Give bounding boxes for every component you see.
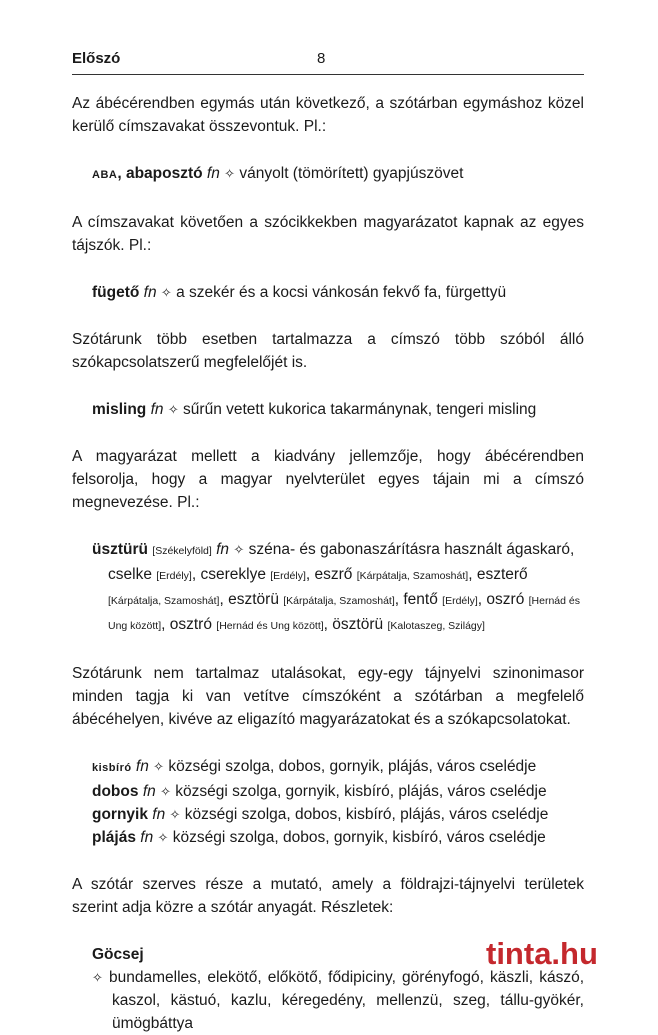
example-entry-fugeto [92,281,584,304]
headword-aba: ABA [92,169,118,181]
headword: üsztürü [92,541,148,558]
sparkle-diamond-icon: ✧ [157,830,169,845]
region-label: [Kalotaszeg, Szilágy] [387,620,485,632]
synonym-entry [92,803,584,826]
paragraph-no-references: Szótárunk nem tartalmaz utalásokat, egy-egy tájnyelvi szinonimasor minden tagja ki van vetítve címszóként a szótárban a megfelelő ábécéhelyen, kivéve az eligazító magyarázatokat és a szókapcsolatokat. [72,665,584,728]
headword: plájás [92,829,136,846]
headword: fügető [92,284,140,301]
grammar-label: fn [142,783,156,800]
headword: dobos [92,783,139,800]
variant-word: ösztörü [332,616,384,633]
synonym-entry [92,826,584,849]
sparkle-diamond-icon: ✧ [233,542,245,557]
paragraph-intro: Az ábécérendben egymás után következő, a szótárban egymáshoz közel kerülő címszavakat összevontuk. Pl.: [72,95,584,135]
page-number: 8 [317,50,326,67]
headword: kisbíró [92,762,132,774]
synonym-entry [92,780,584,803]
sparkle-diamond-icon: ✧ [169,807,181,822]
synonym-series [72,755,584,849]
section-title: Előszó [72,50,121,67]
definition: községi szolga, dobos, gornyik, kisbíró, város cselédje [168,829,546,846]
region-label: [Székelyföld] [152,545,212,557]
definition: ványolt (tömörített) gyapjúszövet [235,165,464,182]
region-label: [Erdély] [156,570,192,582]
region-label: [Hernád és Ung között] [108,595,580,632]
index-region-heading: Göcsej [92,946,144,963]
region-label: [Kárpátalja, Szamoshát] [283,595,395,607]
sparkle-diamond-icon: ✧ [153,759,165,774]
variant-word: oszró [486,591,525,608]
grammar-label: fn [152,806,166,823]
sparkle-diamond-icon: ✧ [167,402,179,417]
variant-word: osztró [169,616,212,633]
variant-word: eszterő [476,566,528,583]
region-label: [Hernád és Ung között] [216,620,324,632]
sparkle-diamond-icon: ✧ [160,285,172,300]
index-words: bundamelles, elekötő, előkötő, fődipiciny, görényfogó, käszli, kászó, kaszol, kästuó, kazlu, kéregedény, mellenzü, szeg, tállu-gyökér, ümögbáttya [109,969,584,1032]
paragraph-phrases: Szótárunk több esetben tartalmazza a címszó több szóból álló szókapcsolatszerű megfelelőjét is. [72,331,584,371]
sparkle-diamond-icon: ✧ [160,784,171,799]
definition: sűrűn vetett kukorica takarmánynak, tengeri misling [178,401,537,418]
definition: széna- és gabonaszárításra használt ágaskaró, [244,541,575,558]
grammar-label: fn [216,541,230,558]
region-label: [Erdély] [270,570,306,582]
definition: községi szolga, gornyik, kisbíró, plájás, város cselédje [170,783,547,800]
index-word-list [92,966,584,1035]
sparkle-diamond-icon: ✧ [92,970,103,985]
definition: a szekér és a kocsi vánkosán fekvő fa, fürgettyü [171,284,507,301]
region-label: [Kárpátalja, Szamoshát] [356,570,469,582]
region-label: [Kárpátalja, Szamoshát] [108,595,220,607]
grammar-label: fn [206,165,220,182]
variant-word: cselke [108,566,152,583]
grammar-label: fn [143,284,157,301]
grammar-label: fn [135,758,149,775]
publisher-logo: tinta.hu [486,936,598,971]
example-entry-misling [92,398,584,421]
page-header [72,48,584,75]
region-label: [Erdély] [442,595,478,607]
example-entry-aba [92,162,584,187]
example-entry-uszturu: üsztürü [Székelyföld] fn ✧ széna- és gabonaszárításra használt ágaskaró, cselke [Erdély], csereklye [Erdély], eszrő [Kárpátalja, Szamoshát], eszterő [Kárpátalja, Szamoshát], esztörü [Kárpátalja, Szamoshát], fentő [Erdély], oszró [Hernád és Ung között], osztró [Hernád és Ung között], ösztörü [Kalotaszeg, Szilágy] [92,541,580,633]
grammar-label: fn [140,829,154,846]
page-content [72,92,584,1035]
definition: községi szolga, dobos, kisbíró, plájás, város cselédje [180,806,549,823]
variant-word: eszrő [314,566,353,583]
sparkle-diamond-icon: ✧ [224,166,236,181]
paragraph-regional-listing: A magyarázat mellett a kiadvány jellemzője, hogy ábécérendben felsorolja, hogy a magyar nyelvterület egyes tájain mi a címszó megnevezése. Pl.: [72,448,584,511]
variant-word: fentő [403,591,438,608]
variant-word: esztörü [228,591,279,608]
definition: községi szolga, dobos, gornyik, plájás, város cselédje [164,758,537,775]
headword: gornyik [92,806,148,823]
variant-word: csereklye [200,566,266,583]
paragraph-explanations: A címszavakat követően a szócikkekben magyarázatot kapnak az egyes tájszók. Pl.: [72,214,584,254]
synonym-entry [92,755,584,780]
headword-abaposzto: , abaposztó [117,165,203,182]
paragraph-index: A szótár szerves része a mutató, amely a földrajzi-tájnyelvi területek szerint adja közre a szótár anyagát. Részletek: [72,876,584,916]
headword: misling [92,401,147,418]
grammar-label: fn [150,401,164,418]
